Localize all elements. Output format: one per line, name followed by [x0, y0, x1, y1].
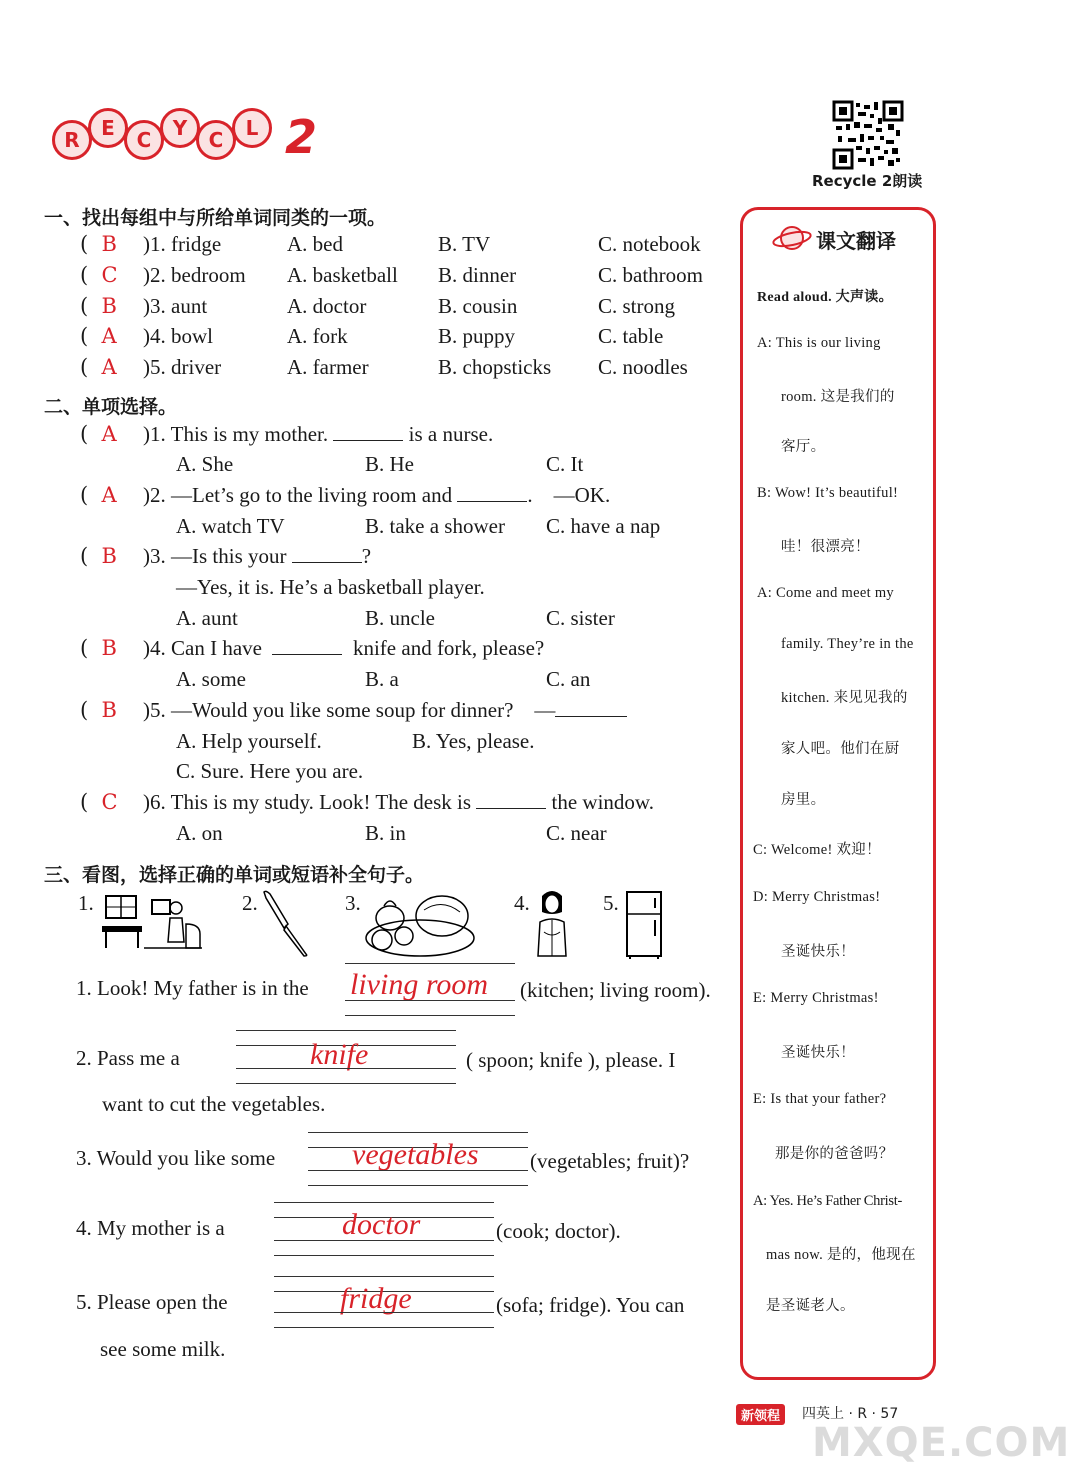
write-line: [236, 1068, 456, 1069]
option-b: B. a: [365, 667, 399, 691]
qr-caption: Recycle 2朗读: [812, 172, 923, 190]
living-room-picture: [100, 890, 204, 952]
answer-letter: B: [101, 544, 117, 568]
write-line: [274, 1240, 494, 1241]
option-b: B. He: [365, 452, 414, 476]
translation-line: C: Welcome! 欢迎！: [753, 842, 881, 858]
translation-title: 课文翻译: [816, 229, 896, 253]
write-line: [308, 1170, 528, 1171]
translation-line: 家人吧。他们在厨: [781, 741, 900, 757]
sentence-text: 5. Please open the: [76, 1290, 228, 1314]
option-c: C. table: [598, 324, 664, 348]
answer-paren: ( C: [80, 790, 118, 814]
write-line: [274, 1202, 494, 1203]
option-c: C. an: [546, 667, 591, 691]
section2-heading: 二、单项选择。: [44, 396, 178, 418]
picture-label: 3.: [345, 891, 361, 915]
translation-line: room. 这是我们的: [781, 389, 895, 405]
option-a: A. watch TV: [176, 514, 285, 538]
picture-label: 2.: [242, 891, 258, 915]
vegetables-picture: [360, 888, 480, 960]
sentence-text: (kitchen; living room).: [520, 978, 711, 1002]
section1-heading: 一、找出每组中与所给单词同类的一项。: [44, 207, 387, 229]
title-letter: L: [232, 108, 272, 148]
question-text: )3. —Is this your ?: [143, 544, 372, 568]
option-c: C. bathroom: [598, 263, 703, 287]
option-b: B. in: [365, 821, 406, 845]
section3-heading: 三、看图，选择正确的单词或短语补全句子。: [44, 864, 425, 886]
translation-line: D: Merry Christmas!: [753, 889, 881, 905]
option-c: C. strong: [598, 294, 676, 318]
answer-letter: B: [101, 636, 117, 660]
option-a: A. on: [176, 821, 223, 845]
title-letter: C: [196, 120, 236, 160]
knife-picture: [258, 888, 314, 958]
answer-paren: ( B: [80, 232, 117, 256]
sentence-text: 1. Look! My father is in the: [76, 976, 309, 1000]
sentence-text: 2. Pass me a: [76, 1046, 180, 1070]
question-text: )5. —Would you like some soup for dinner? —: [143, 698, 627, 723]
option-c: C. have a nap: [546, 514, 661, 538]
question-word: )4. bowl: [143, 324, 213, 348]
doctor-picture: [532, 886, 572, 958]
answer-paren: ( B: [80, 294, 117, 318]
answer-paren: ( A: [80, 355, 117, 379]
title-letter: C: [124, 120, 164, 160]
question-line: —Yes, it is. He’s a basketball player.: [176, 575, 485, 599]
answer-letter: C: [101, 790, 118, 814]
answer-letter: A: [101, 324, 117, 348]
option-b: B. take a shower: [365, 514, 505, 538]
question-text: )2. —Let’s go to the living room and . —OK.: [143, 483, 611, 507]
planet-icon: [772, 222, 812, 254]
sentence-text: (cook; doctor).: [496, 1219, 621, 1243]
write-line: [274, 1255, 494, 1256]
watermark: MXQE.COM: [812, 1420, 1070, 1466]
write-line: [345, 1015, 515, 1016]
option-a: A. basketball: [287, 263, 398, 287]
write-line: [274, 1327, 494, 1328]
handwritten-answer: living room: [350, 968, 489, 1001]
option-a: A. fork: [287, 324, 348, 348]
title-number: 2: [285, 110, 318, 164]
option-a: A. bed: [287, 232, 343, 256]
translation-line: B: Wow! It’s beautiful!: [757, 485, 899, 501]
option-b: B. TV: [438, 232, 491, 256]
handwritten-answer: fridge: [340, 1282, 412, 1315]
answer-letter: B: [101, 698, 117, 722]
answer-paren: ( A: [80, 324, 117, 348]
sentence-text: want to cut the vegetables.: [102, 1092, 326, 1116]
option-c: C. near: [546, 821, 607, 845]
write-line: [345, 1000, 515, 1001]
answer-paren: ( A: [80, 422, 117, 446]
question-text: )6. This is my study. Look! The desk is the window.: [143, 790, 654, 814]
title-letter: Y: [160, 108, 200, 148]
option-c: C. notebook: [598, 232, 701, 256]
answer-letter: B: [101, 232, 117, 256]
sentence-text: 3. Would you like some: [76, 1146, 276, 1170]
answer-paren: ( B: [80, 698, 117, 722]
page-number: 四英上 · R · 57: [802, 1406, 899, 1422]
translation-line: 是圣诞老人。: [766, 1298, 855, 1314]
write-line: [236, 1030, 456, 1031]
answer-paren: ( B: [80, 636, 117, 660]
option-a: A. aunt: [176, 606, 238, 630]
translation-line: mas now. 是的，他现在: [766, 1247, 916, 1263]
question-text: )1. This is my mother. is a nurse.: [143, 422, 494, 446]
question-word: )5. driver: [143, 355, 222, 379]
sentence-text: see some milk.: [100, 1337, 226, 1361]
handwritten-answer: vegetables: [352, 1138, 479, 1171]
option-a: A. She: [176, 452, 234, 476]
write-line: [345, 963, 515, 964]
option-b: B. uncle: [365, 606, 435, 630]
translation-line: 客厅。: [781, 439, 826, 455]
title-letter: E: [88, 108, 128, 148]
sentence-text: (sofa; fridge). You can: [496, 1293, 685, 1317]
option-a: A. doctor: [287, 294, 367, 318]
write-line: [308, 1185, 528, 1186]
picture-label: 5.: [603, 891, 619, 915]
question-word: )2. bedroom: [143, 263, 246, 287]
handwritten-answer: knife: [310, 1038, 369, 1071]
option-b: B. dinner: [438, 263, 517, 287]
option-b: B. Yes, please.: [412, 729, 535, 753]
translation-line: kitchen. 来见见我的: [781, 690, 908, 706]
option-c: C. noodles: [598, 355, 688, 379]
write-line: [274, 1312, 494, 1313]
option-a: A. farmer: [287, 355, 369, 379]
translation-line: 圣诞快乐！: [781, 944, 855, 960]
sentence-text: (vegetables; fruit)?: [530, 1149, 690, 1173]
translation-line: 圣诞快乐！: [781, 1045, 855, 1061]
option-a: A. some: [176, 667, 246, 691]
question-word: )3. aunt: [143, 294, 208, 318]
translation-line: E: Is that your father?: [753, 1091, 887, 1107]
answer-letter: C: [101, 263, 118, 287]
write-line: [308, 1132, 528, 1133]
question-text: )4. Can I have knife and fork, please?: [143, 636, 545, 660]
translation-line: A: This is our living: [757, 335, 881, 351]
translation-line: 房里。: [781, 792, 826, 808]
title-letter: R: [52, 120, 92, 160]
option-b: B. cousin: [438, 294, 518, 318]
qr-code-icon[interactable]: [832, 100, 904, 170]
answer-letter: A: [101, 483, 117, 507]
question-word: )1. fridge: [143, 232, 222, 256]
option-a: A. Help yourself.: [176, 729, 322, 753]
answer-letter: A: [101, 355, 117, 379]
option-b: B. chopsticks: [438, 355, 552, 379]
brand-badge: 新领程: [736, 1404, 785, 1425]
option-b: B. puppy: [438, 324, 516, 348]
option-c: C. It: [546, 452, 584, 476]
answer-paren: ( C: [80, 263, 118, 287]
translation-line: family. They’re in the: [781, 636, 914, 652]
answer-letter: B: [101, 294, 117, 318]
option-c: C. sister: [546, 606, 615, 630]
sentence-text: 4. My mother is a: [76, 1216, 225, 1240]
translation-line: A: Yes. He’s Father Christ-: [753, 1193, 902, 1209]
translation-line: Read aloud. 大声读。: [757, 290, 893, 305]
answer-letter: A: [101, 422, 117, 446]
translation-line: E: Merry Christmas!: [753, 990, 879, 1006]
answer-paren: ( A: [80, 483, 117, 507]
picture-label: 4.: [514, 891, 530, 915]
option-c: C. Sure. Here you are.: [176, 759, 364, 783]
picture-label: 1.: [78, 891, 94, 915]
write-line: [274, 1276, 494, 1277]
translation-line: 那是你的爸爸吗？: [775, 1146, 894, 1162]
sentence-text: ( spoon; knife ), please. I: [466, 1048, 676, 1072]
fridge-picture: [624, 890, 664, 960]
answer-paren: ( B: [80, 544, 117, 568]
translation-line: 哇！很漂亮！: [781, 539, 870, 555]
write-line: [236, 1083, 456, 1084]
handwritten-answer: doctor: [342, 1208, 421, 1241]
translation-line: A: Come and meet my: [757, 585, 894, 601]
